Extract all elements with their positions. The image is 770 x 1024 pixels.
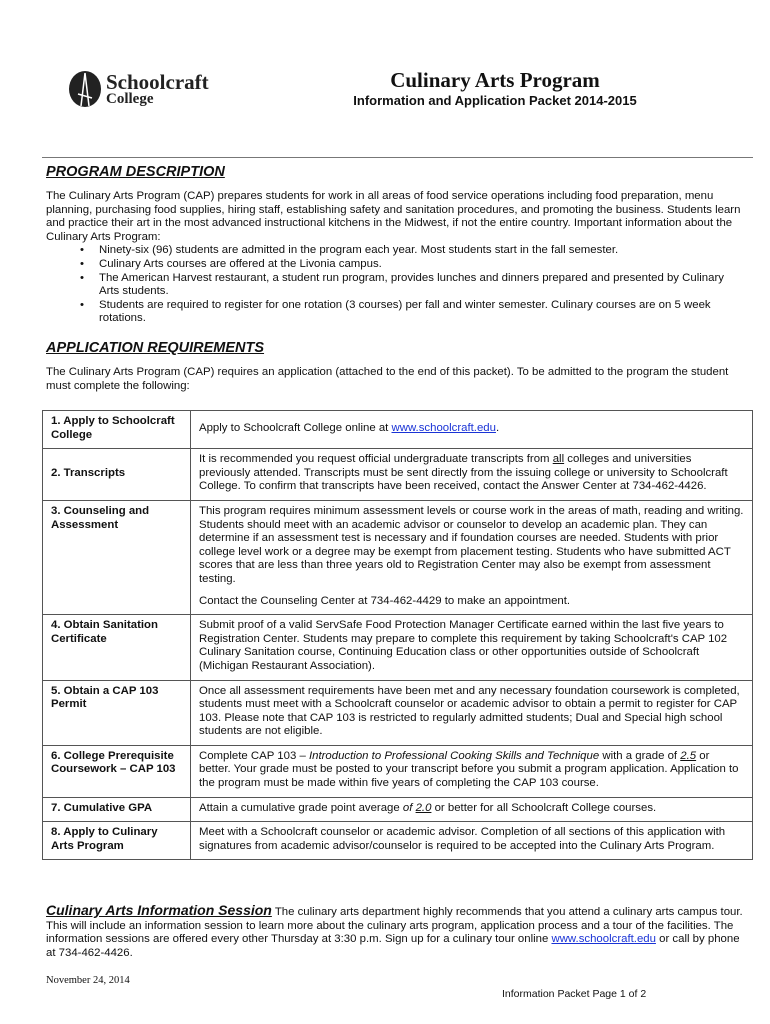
logo-emblem-icon [68,70,102,108]
table-row [43,822,753,860]
list-item: • Students are required to register for one rotation (3 courses) per fall and winter semester. Culinary courses are on 5 week rotations. [82,299,746,326]
row-label: 2. Transcripts [43,449,191,501]
table-row [43,500,753,614]
row-label: 4. Obtain Sanitation Certificate [43,615,191,680]
row-label: 5. Obtain a CAP 103 Permit [43,680,191,745]
text: 2.0 [415,801,432,814]
list-item: • Culinary Arts courses are offered at the Livonia campus. [82,258,746,272]
text: all [552,453,565,466]
table-row [43,797,753,822]
list-item: • Ninety-six (96) students are admitted in the program each year. Most students start in the fall semester. [82,244,746,258]
table-row [43,615,753,680]
text: or better for all Schoolcraft College courses. [431,801,657,814]
session-heading: Culinary Arts Information Session [46,902,272,918]
row-content [191,745,753,797]
text: It is recommended you request official undergraduate transcripts from [199,453,553,466]
text: or better. Your grade must be posted to your transcript before you submit a program application. Application to the program must be made within five years of completing the CAP 103 course. [199,749,739,790]
session-text: The culinary arts department highly recommends that you attend a culinary arts campus tour. This will include an information session to learn more about the culinary arts program, application process and a tour of the facilities. The information sessions are offered every other Thursday at 3:30 p.m. Sign up for a culinary tour online [46,906,743,946]
row-label: 7. Cumulative GPA [43,797,191,822]
program-intro: The Culinary Arts Program (CAP) prepares students for work in all areas of food service operations including food preparation, menu planning, purchasing food supplies, hiring staff, establishing safety and sanitation procedures, and promoting the business. Students learn and practice their art in the most advanced instructional kitchens in the Midwest, if not the entire country. Important information about the Culinary Arts Program: [46,190,741,243]
page-subtitle: Information and Application Packet 2014-2015 [353,93,637,108]
program-description [46,190,746,326]
text: Introduction to Professional Cooking Skills and Technique [308,749,600,762]
row-content: Meet with a Schoolcraft counselor or academic advisor. Completion of all sections of this application with signatures from academic advisor/counselor is required to be accepted into the Culinary Arts Program. [191,822,753,860]
college-logo [68,70,209,108]
text: with a grade of [599,749,681,762]
text: This program requires minimum assessment levels or course work in the areas of math, reading and writing. Students should meet with an academic advisor or counselor to develop an academic plan. They can determine if an assessment test is necessary and if foundation courses are needed. Students with prior college level work or a degree may be exempt from placement testing. Students who have submitted ACT scores that are less than three years old to Registration Center may also be exempt from assessment testing. [199,504,744,585]
program-heading: PROGRAM DESCRIPTION [46,164,225,180]
table-row [43,680,753,745]
table-row [43,745,753,797]
text: colleges and universities previously attended. Transcripts must be sent directly from the issuing college or university to Schoolcraft College. To confirm that transcripts have been received, contact the Answer Center at 734-462-4426. [199,453,728,493]
text: Apply to Schoolcraft College online at [199,421,392,434]
text: Complete CAP 103 – [199,749,309,762]
requirements-intro: The Culinary Arts Program (CAP) requires an application (attached to the end of this packet). To be admitted to the program the student must complete the following: [46,366,729,392]
row-content: Once all assessment requirements have been met and any necessary foundation coursework is completed, students must meet with a Schoolcraft counselor or academic advisor to obtain a permit to register for CAP 103. Please note that CAP 103 is restricted to regularly admitted students; Dual and Special high school students are not eligible. [191,680,753,745]
row-label: 3. Counseling and Assessment [43,500,191,614]
row-content: Submit proof of a valid ServSafe Food Protection Manager Certificate earned within the last five years to Registration Center. Students may prepare to complete this requirement by taking Schoolcraft's CAP 102 Culinary Sanitation course, Continuing Education class or other opportunities outside of Schoolcraft (Michigan Restaurant Association). [191,615,753,680]
logo-name: Schoolcraft [106,69,209,94]
row-content [191,500,753,614]
row-content [191,797,753,822]
schoolcraft-link[interactable]: www.schoolcraft.edu [551,933,656,946]
requirements-heading: APPLICATION REQUIREMENTS [46,340,265,356]
requirements-table [42,410,753,860]
text: 2.5 [680,749,697,762]
table-row [43,411,753,449]
session-text: or call by phone at 734-462-4426. [46,933,740,959]
text: Attain a cumulative grade point average [199,801,403,814]
row-content [191,411,753,449]
text: Contact the Counseling Center at 734-462-4429 to make an appointment. [199,594,571,607]
program-bullets [82,244,746,326]
text: of [402,801,416,814]
row-content [191,449,753,501]
text: . [495,421,500,434]
footer-page-number: Information Packet Page 1 of 2 [502,988,647,1000]
footer-date: November 24, 2014 [46,975,130,986]
page-title: Culinary Arts Program [390,68,600,92]
information-session [46,904,746,960]
list-item: • The American Harvest restaurant, a student run program, provides lunches and dinners prepared and presented by Culinary Arts students. [82,272,746,299]
schoolcraft-link[interactable]: www.schoolcraft.edu [391,421,496,434]
row-label: 1. Apply to Schoolcraft College [43,411,191,449]
row-label: 8. Apply to Culinary Arts Program [43,822,191,860]
table-row [43,449,753,501]
logo-sub: College [106,90,154,107]
divider [42,157,753,158]
row-label: 6. College Prerequisite Coursework – CAP 103 [43,745,191,797]
